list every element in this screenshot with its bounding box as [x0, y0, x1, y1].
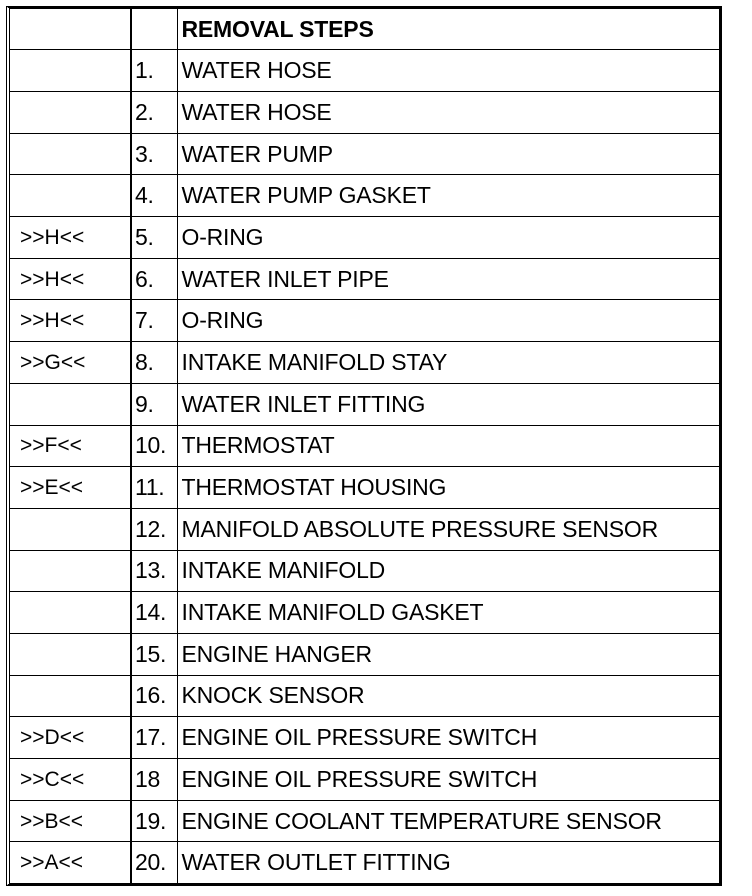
table-row — [10, 92, 719, 134]
step-name: WATER HOSE — [177, 92, 719, 134]
step-name: WATER OUTLET FITTING — [177, 842, 719, 883]
step-name: WATER INLET PIPE — [177, 258, 719, 300]
step-number: 9. — [131, 383, 177, 425]
table-row — [10, 508, 719, 550]
ref-cell — [10, 633, 131, 675]
step-name: WATER INLET FITTING — [177, 383, 719, 425]
step-number: 11. — [131, 467, 177, 509]
step-number: 4. — [131, 175, 177, 217]
removal-steps-table — [10, 9, 719, 883]
table-row — [10, 800, 719, 842]
step-name: INTAKE MANIFOLD STAY — [177, 342, 719, 384]
step-number: 17. — [131, 717, 177, 759]
step-number: 1. — [131, 50, 177, 92]
step-number: 8. — [131, 342, 177, 384]
step-name: WATER PUMP — [177, 133, 719, 175]
table-row — [10, 300, 719, 342]
step-number: 10. — [131, 425, 177, 467]
ref-cell: >>G<< — [10, 342, 131, 384]
step-number: 16. — [131, 675, 177, 717]
step-number: 14. — [131, 592, 177, 634]
ref-cell: >>H<< — [10, 300, 131, 342]
ref-cell — [10, 92, 131, 134]
ref-cell: >>E<< — [10, 467, 131, 509]
step-number: 19. — [131, 800, 177, 842]
ref-cell — [10, 508, 131, 550]
step-number: 7. — [131, 300, 177, 342]
step-number: 2. — [131, 92, 177, 134]
ref-cell: >>F<< — [10, 425, 131, 467]
step-name: ENGINE HANGER — [177, 633, 719, 675]
step-number: 3. — [131, 133, 177, 175]
removal-steps-table-frame — [6, 6, 722, 886]
step-name: WATER PUMP GASKET — [177, 175, 719, 217]
ref-cell — [10, 675, 131, 717]
table-row — [10, 759, 719, 801]
step-name: O-RING — [177, 217, 719, 259]
ref-cell — [10, 592, 131, 634]
ref-cell — [10, 550, 131, 592]
step-number: 5. — [131, 217, 177, 259]
table-row — [10, 383, 719, 425]
step-number: 12. — [131, 508, 177, 550]
table-row — [10, 175, 719, 217]
step-number: 15. — [131, 633, 177, 675]
table-row — [10, 592, 719, 634]
table-row — [10, 467, 719, 509]
table-row — [10, 258, 719, 300]
table-row — [10, 50, 719, 92]
step-name: WATER HOSE — [177, 50, 719, 92]
step-name: KNOCK SENSOR — [177, 675, 719, 717]
step-name: THERMOSTAT — [177, 425, 719, 467]
step-name: THERMOSTAT HOUSING — [177, 467, 719, 509]
step-number: 13. — [131, 550, 177, 592]
table-row — [10, 342, 719, 384]
step-name: ENGINE COOLANT TEMPERATURE SENSOR — [177, 800, 719, 842]
ref-cell: >>H<< — [10, 258, 131, 300]
table-row — [10, 133, 719, 175]
table-row — [10, 842, 719, 883]
ref-cell — [10, 133, 131, 175]
step-number: 6. — [131, 258, 177, 300]
table-row — [10, 425, 719, 467]
ref-cell: >>B<< — [10, 800, 131, 842]
table-row — [10, 717, 719, 759]
header-ref-cell — [10, 9, 131, 50]
step-name: O-RING — [177, 300, 719, 342]
header-num-cell — [131, 9, 177, 50]
step-name: ENGINE OIL PRESSURE SWITCH — [177, 717, 719, 759]
table-header-row — [10, 9, 719, 50]
step-name: INTAKE MANIFOLD — [177, 550, 719, 592]
table-row — [10, 217, 719, 259]
ref-cell — [10, 175, 131, 217]
ref-cell: >>D<< — [10, 717, 131, 759]
step-number: 20. — [131, 842, 177, 883]
table-row — [10, 675, 719, 717]
step-name: ENGINE OIL PRESSURE SWITCH — [177, 759, 719, 801]
step-number: 18 — [131, 759, 177, 801]
step-name: INTAKE MANIFOLD GASKET — [177, 592, 719, 634]
ref-cell: >>C<< — [10, 759, 131, 801]
header-title: REMOVAL STEPS — [177, 9, 719, 50]
step-name: MANIFOLD ABSOLUTE PRESSURE SENSOR — [177, 508, 719, 550]
ref-cell: >>H<< — [10, 217, 131, 259]
ref-cell: >>A<< — [10, 842, 131, 883]
ref-cell — [10, 383, 131, 425]
ref-cell — [10, 50, 131, 92]
table-row — [10, 550, 719, 592]
table-row — [10, 633, 719, 675]
